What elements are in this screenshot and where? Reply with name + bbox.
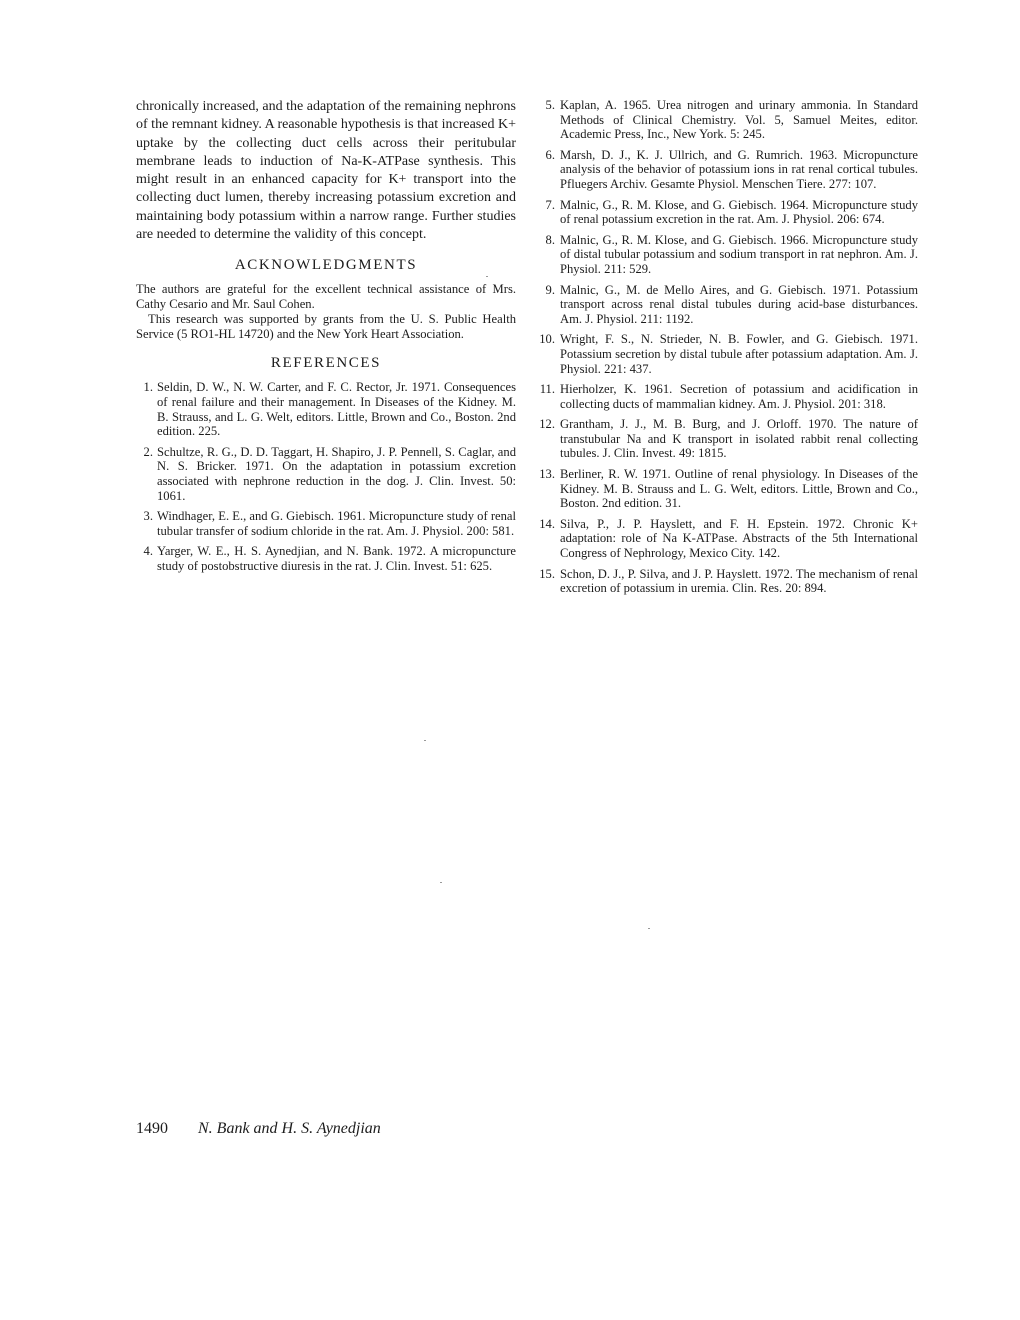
reference-number: 1. [143,380,153,395]
reference-text: Hierholzer, K. 1961. Secretion of potassium and acidification in collecting ducts of mammalian kidney. Am. J. Physiol. 201: 318. [560,382,918,411]
reference-item [538,567,918,596]
reference-number: 6. [545,147,555,162]
reference-item [136,445,516,503]
reference-number: 5. [545,98,555,112]
reference-number: 13. [539,467,555,482]
reference-text: Silva, P., J. P. Hayslett, and F. H. Epstein. 1972. Chronic K+ adaptation: role of Na K-ATPase. Abstracts of the 5th International Congress of Nephrology, Mexico City. 142. [560,516,918,561]
body-paragraph: chronically increased, and the adaptation of the remaining nephrons of the remnant kidney. A reasonable hypothesis is that increased K+ uptake by the collecting duct cells across their peritubular membrane leads to induction of Na-K-ATPase synthesis. This might result in an enhanced capacity for K+ transport into the collecting duct lumen, thereby increasing potassium excretion and maintaining body potassium within a narrow range. Further studies are needed to determine the validity of this concept. [136,99,516,243]
reference-item [538,283,918,327]
acknowledgments-heading: ACKNOWLEDGMENTS [234,257,418,274]
acknowledgments-section [136,282,516,342]
page-footer [136,1120,381,1138]
reference-number: 14. [539,516,555,531]
reference-text: Seldin, D. W., N. W. Carter, and F. C. Rector, Jr. 1971. Consequences of renal failure and their management. In Diseases of the Kidney. M. B. Strauss, and L. G. Welt, editors. Little, Brown and Co., Boston. 2nd edition. 225. [157,380,516,439]
reference-text: Yarger, W. E., H. S. Aynedjian, and N. Bank. 1972. A micropuncture study of postobstructive diuresis in the rat. J. Clin. Invest. 51: 625. [157,544,516,573]
scan-speck [486,276,488,277]
page-number: 1490 [136,1120,168,1137]
reference-number: 9. [545,282,555,297]
reference-number: 10. [539,332,555,347]
reference-item [538,198,918,227]
reference-item [538,233,918,277]
reference-number: 12. [539,417,555,432]
reference-text: Berliner, R. W. 1971. Outline of renal physiology. In Diseases of the Kidney. M. B. Strauss and L. G. Welt, editors. Little, Brown and Co., Boston. 2nd edition. 31. [560,467,918,511]
reference-number: 15. [539,566,555,581]
reference-item [136,544,516,573]
reference-text: Malnic, G., R. M. Klose, and G. Giebisch. 1966. Micropuncture study of distal tubular potassium and sodium transport in rat nephron. Am. J. Physiol. 211: 529. [560,232,918,276]
reference-text: Kaplan, A. 1965. Urea nitrogen and urinary ammonia. In Standard Methods of Clinical Chemistry. Vol. 5, Samuel Meites, editor. Academic Press, Inc., New York. 5: 245. [560,98,918,142]
reference-item [538,417,918,461]
scan-speck [424,740,426,741]
reference-item [136,380,516,438]
reference-number: 11. [539,382,555,397]
reference-list-left [136,380,516,573]
running-authors: N. Bank and H. S. Aynedjian [198,1120,381,1137]
reference-item [136,509,516,538]
reference-item [538,517,918,561]
reference-text: Marsh, D. J., K. J. Ullrich, and G. Rumrich. 1963. Micropuncture analysis of the behavior of potassium ions in rat renal cortical tubules. Pfluegers Archiv. Gesamte Physiol. Menschen Tiere. 277: 107. [560,147,918,191]
reference-text: Malnic, G., M. de Mello Aires, and G. Giebisch. 1971. Potassium transport across renal distal tubules during acid-base disturbances. Am. J. Physiol. 211: 1192. [560,282,918,326]
reference-text: Schon, D. J., P. Silva, and J. P. Hayslett. 1972. The mechanism of renal excretion of potassium in uremia. Clin. Res. 20: 894. [560,566,918,596]
reference-item [538,98,918,142]
reference-number: 3. [143,509,153,524]
scan-speck [648,928,650,929]
reference-item [538,332,918,376]
reference-item [538,382,918,411]
reference-list-right [538,98,918,596]
reference-text: Windhager, E. E., and G. Giebisch. 1961. Micropuncture study of renal tubular transfer of sodium chloride in the rat. Am. J. Physiol. 200: 581. [157,509,516,538]
reference-text: Schultze, R. G., D. D. Taggart, H. Shapiro, J. P. Pennell, S. Caglar, and N. S. Bricker. 1971. On the adaptation in potassium excretion associated with nephrone reduction in the dog. J. Clin. Invest. 50: 1061. [157,444,516,503]
reference-number: 7. [545,197,555,212]
reference-text: Grantham, J. J., M. B. Burg, and J. Orloff. 1970. The nature of transtubular Na and K transport in isolated rabbit renal collecting tubules. J. Clin. Invest. 49: 1815. [560,417,918,461]
left-column [136,98,516,580]
acknowledgment-paragraph: The authors are grateful for the excellent technical assistance of Mrs. Cathy Cesario and Mr. Saul Cohen. [136,282,516,312]
scan-speck [440,882,442,883]
reference-item [538,467,918,511]
reference-number: 2. [143,444,153,459]
reference-text: Wright, F. S., N. Strieder, N. B. Fowler, and G. Giebisch. 1971. Potassium secretion by distal tubule after potassium adaptation. Am. J. Physiol. 221: 437. [560,332,918,376]
reference-number: 4. [143,544,153,559]
reference-number: 8. [545,232,555,247]
right-column [538,98,918,602]
reference-text: Malnic, G., R. M. Klose, and G. Giebisch. 1964. Micropuncture study of renal potassium excretion in the rat. Am. J. Physiol. 206: 674. [560,197,918,227]
acknowledgment-paragraph: This research was supported by grants from the U. S. Public Health Service (5 RO1-HL 14720) and the New York Heart Association. [136,312,516,342]
reference-item [538,148,918,192]
references-heading: REFERENCES [270,355,382,372]
